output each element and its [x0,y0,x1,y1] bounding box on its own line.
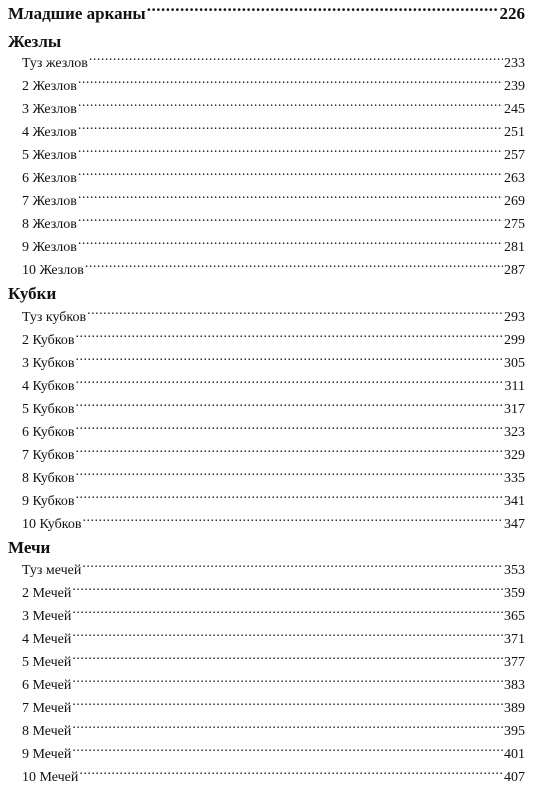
dot-leader [85,260,503,274]
section-title-cups: Кубки [8,284,57,303]
dot-leader [78,145,503,159]
dot-leader [75,422,503,436]
dot-leader [75,376,503,390]
entry-page: 389 [504,701,525,716]
dot-leader [75,468,503,482]
toc-entry[interactable] [22,767,525,789]
toc-entry[interactable] [22,399,525,421]
dot-leader [72,721,503,735]
toc-entry[interactable] [22,468,525,490]
entry-page: 233 [504,56,525,71]
entry-label: 2 Жезлов [22,79,77,94]
entry-label: 10 Мечей [22,770,79,785]
dot-leader [82,514,503,528]
entry-page: 395 [504,724,525,739]
dot-leader [75,353,503,367]
entry-label: Туз кубков [22,310,87,325]
dot-leader [78,76,503,90]
entry-label: 7 Мечей [22,701,72,716]
entry-label: Туз жезлов [22,56,88,71]
entry-page: 263 [504,171,525,186]
entry-label: 2 Кубков [22,333,75,348]
entry-label: 5 Мечей [22,655,72,670]
entry-label: 4 Жезлов [22,125,77,140]
entry-label: 7 Кубков [22,448,75,463]
entry-page: 311 [504,379,525,394]
entry-page: 377 [504,655,525,670]
entry-page: 329 [504,448,525,463]
toc-entry[interactable] [22,168,525,190]
dot-leader [75,330,503,344]
entry-label: 4 Мечей [22,632,72,647]
dot-leader [72,744,503,758]
entry-label: 8 Мечей [22,724,72,739]
dot-leader [87,307,503,321]
dot-leader [78,237,503,251]
entry-label: 6 Мечей [22,678,72,693]
toc-heading-page: 226 [499,4,525,23]
toc-entry[interactable] [22,422,525,444]
entry-label: 8 Жезлов [22,217,77,232]
entry-page: 287 [504,263,525,278]
toc-entry[interactable] [22,145,525,167]
entry-page: 299 [504,333,525,348]
toc-entry[interactable] [22,260,525,282]
entry-page: 353 [504,563,525,578]
entry-page: 401 [504,747,525,762]
entry-label: 9 Жезлов [22,240,77,255]
entry-page: 359 [504,586,525,601]
toc-entry[interactable] [22,698,525,720]
toc-entry[interactable] [22,721,525,743]
entry-page: 347 [504,517,525,532]
toc-heading-title: Младшие арканы [8,4,146,23]
dot-leader [78,214,503,228]
toc-entry[interactable] [22,583,525,605]
dot-leader [75,445,503,459]
dot-leader [72,675,503,689]
dot-leader [75,399,503,413]
toc-entry[interactable] [22,445,525,467]
entry-page: 335 [504,471,525,486]
section-title-wands: Жезлы [8,32,62,51]
entry-label: 10 Кубков [22,517,82,532]
entry-page: 275 [504,217,525,232]
toc-heading-row[interactable] [8,2,525,26]
entry-page: 239 [504,79,525,94]
dot-leader [89,53,503,67]
toc-entry[interactable] [22,629,525,651]
entry-label: 10 Жезлов [22,263,84,278]
toc-entry[interactable] [22,376,525,398]
toc-entry[interactable] [22,491,525,513]
entry-label: 9 Кубков [22,494,75,509]
entry-page: 245 [504,102,525,117]
entry-page: 251 [504,125,525,140]
entry-label: 6 Жезлов [22,171,77,186]
entry-page: 365 [504,609,525,624]
dot-leader [78,191,503,205]
entry-page: 407 [504,770,525,785]
entry-label: 4 Кубков [22,379,75,394]
entry-label: 6 Кубков [22,425,75,440]
entry-label: 5 Кубков [22,402,75,417]
toc-entry[interactable] [22,122,525,144]
dot-leader [72,629,503,643]
dot-leader [147,2,499,19]
section-title-swords: Мечи [8,538,51,557]
entry-page: 281 [504,240,525,255]
toc-entry[interactable] [22,675,525,697]
dot-leader [72,583,503,597]
toc-entry[interactable] [22,330,525,352]
dot-leader [75,491,503,505]
toc-entry[interactable] [22,76,525,98]
toc-entry[interactable] [22,560,525,582]
dot-leader [72,606,503,620]
toc-entry[interactable] [22,353,525,375]
entry-label: 2 Мечей [22,586,72,601]
entry-page: 317 [504,402,525,417]
toc-entry[interactable] [22,307,525,329]
toc-entry[interactable] [22,214,525,236]
toc-entry[interactable] [22,53,525,75]
dot-leader [72,698,503,712]
dot-leader [78,99,503,113]
entry-page: 293 [504,310,525,325]
entry-page: 305 [504,356,525,371]
toc-entry[interactable] [22,514,525,536]
entry-label: 3 Мечей [22,609,72,624]
entry-label: 9 Мечей [22,747,72,762]
entry-page: 323 [504,425,525,440]
toc-entry[interactable] [22,99,525,121]
entry-page: 383 [504,678,525,693]
dot-leader [78,122,503,136]
entry-page: 371 [504,632,525,647]
entry-page: 257 [504,148,525,163]
toc-entry[interactable] [22,191,525,213]
entry-label: 3 Кубков [22,356,75,371]
entry-label: 8 Кубков [22,471,75,486]
dot-leader [78,168,503,182]
entry-label: 3 Жезлов [22,102,77,117]
entry-label: 5 Жезлов [22,148,77,163]
entry-label: 7 Жезлов [22,194,77,209]
entry-label: Туз мечей [22,563,82,578]
toc-entry[interactable] [22,652,525,674]
toc-entry[interactable] [22,237,525,259]
entry-page: 269 [504,194,525,209]
dot-leader [79,767,503,781]
toc-entry[interactable] [22,606,525,628]
dot-leader [82,560,503,574]
toc-entry[interactable] [22,744,525,766]
dot-leader [72,652,503,666]
entry-page: 341 [504,494,525,509]
